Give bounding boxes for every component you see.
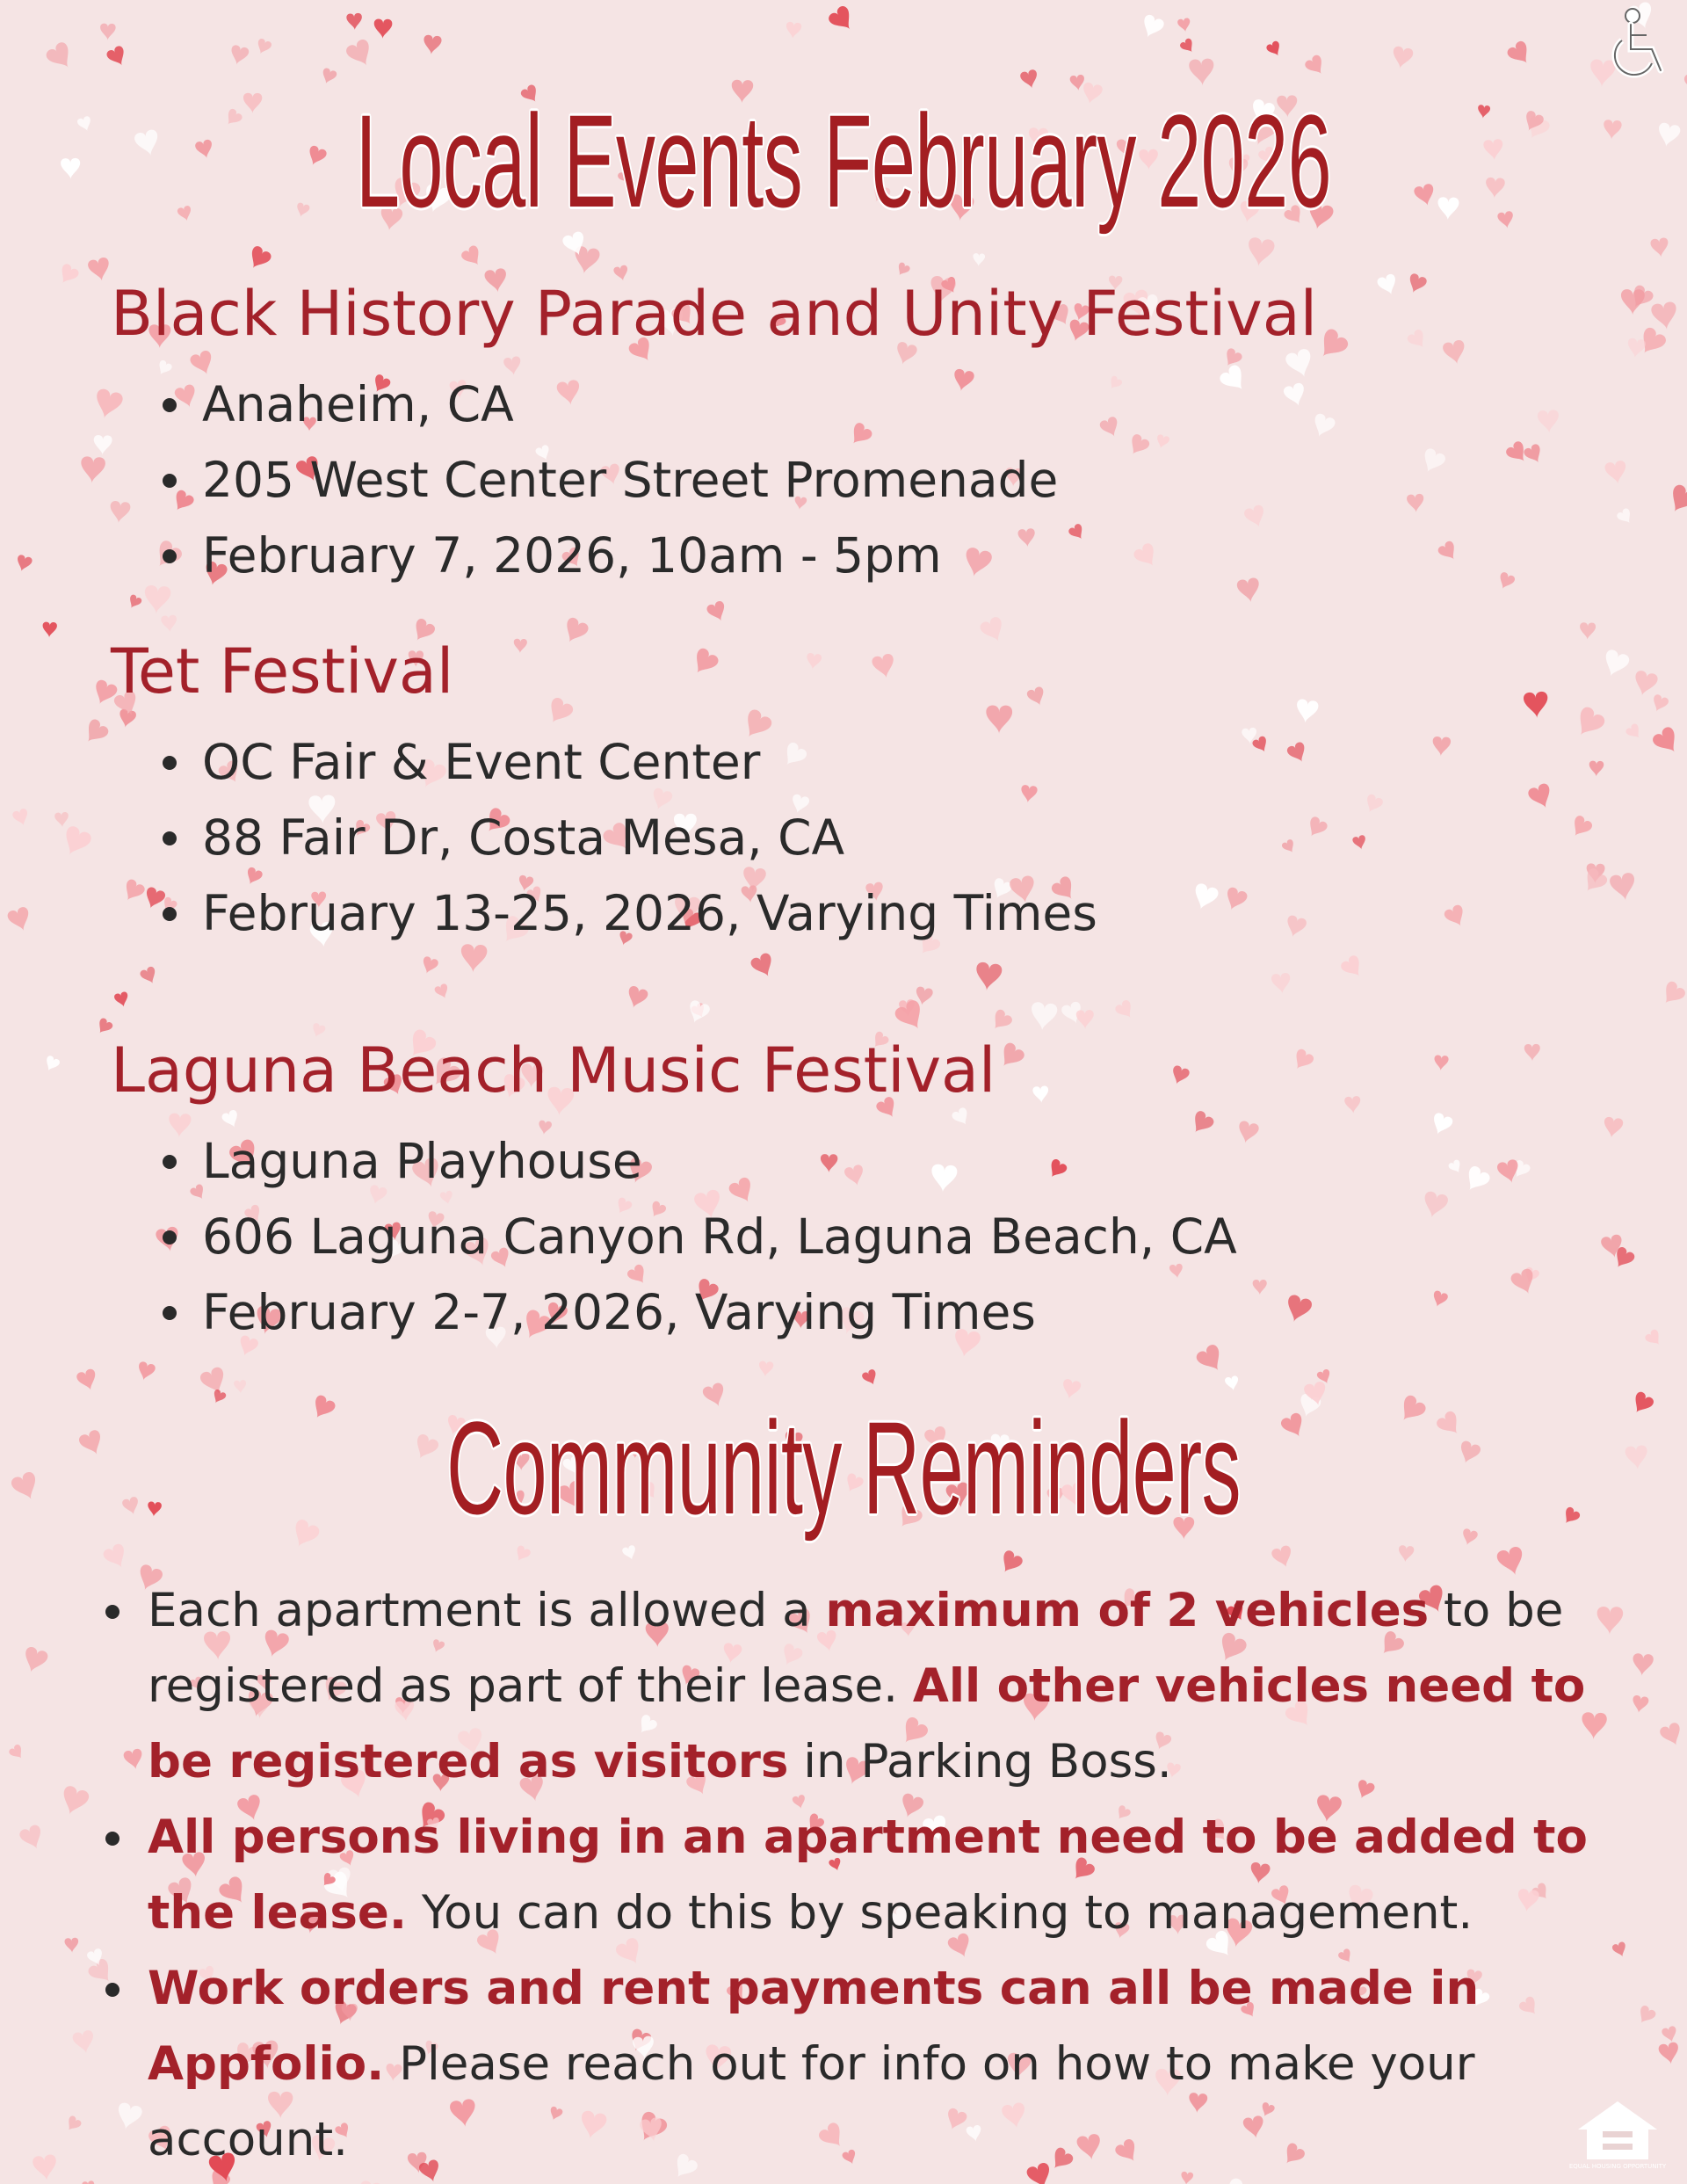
bullet	[163, 1306, 177, 1320]
list-item: 205 West Center Street Promenade	[163, 442, 1058, 518]
bullet	[163, 474, 177, 488]
event-heading-tet: Tet Festival	[111, 635, 454, 707]
bullet	[163, 549, 177, 563]
bullet	[163, 756, 177, 770]
event-details-laguna	[163, 1123, 1237, 1350]
list-item: February 7, 2026, 10am - 5pm	[163, 518, 1058, 593]
event-heading-laguna: Laguna Beach Music Festival	[111, 1034, 996, 1107]
bullet	[163, 831, 177, 845]
bullet	[163, 1155, 177, 1169]
bullet	[163, 1230, 177, 1244]
reminders-list	[105, 1573, 1634, 2178]
list-item: February 13-25, 2026, Varying Times	[163, 875, 1097, 951]
event-heading-black-history: Black History Parade and Unity Festival	[111, 278, 1318, 350]
eho-label: EQUAL HOUSING OPPORTUNITY	[1569, 2163, 1666, 2170]
list-item: Anaheim, CA	[163, 366, 1058, 442]
bullet	[105, 1983, 119, 1997]
reminder-item-appfolio: Work orders and rent payments can all be made in Appfolio. Please reach out for info on how to make your account.	[105, 1951, 1634, 2178]
bullet	[105, 1605, 119, 1619]
bullet	[163, 398, 177, 412]
bullet	[163, 907, 177, 921]
page-title: Local Events February 2026	[355, 87, 1332, 235]
bullet	[105, 1832, 119, 1846]
list-item: Laguna Playhouse	[163, 1123, 1237, 1199]
reminder-item-lease: All persons living in an apartment need to be added to the lease. You can do this by speaking to management.	[105, 1800, 1634, 1951]
list-item: February 2-7, 2026, Varying Times	[163, 1274, 1237, 1350]
wheelchair-icon	[1597, 5, 1676, 84]
section-title-reminders: Community Reminders	[446, 1394, 1241, 1542]
event-details-tet	[163, 724, 1097, 951]
equal-housing-opportunity-icon	[1569, 2098, 1666, 2177]
list-item: 88 Fair Dr, Costa Mesa, CA	[163, 800, 1097, 875]
list-item: OC Fair & Event Center	[163, 724, 1097, 800]
reminder-item-vehicles: Each apartment is allowed a maximum of 2 vehicles to be registered as part of their lease. All other vehicles need to be registered as visitors in Parking Boss.	[105, 1573, 1634, 1800]
list-item: 606 Laguna Canyon Rd, Laguna Beach, CA	[163, 1199, 1237, 1274]
event-details-black-history	[163, 366, 1058, 593]
